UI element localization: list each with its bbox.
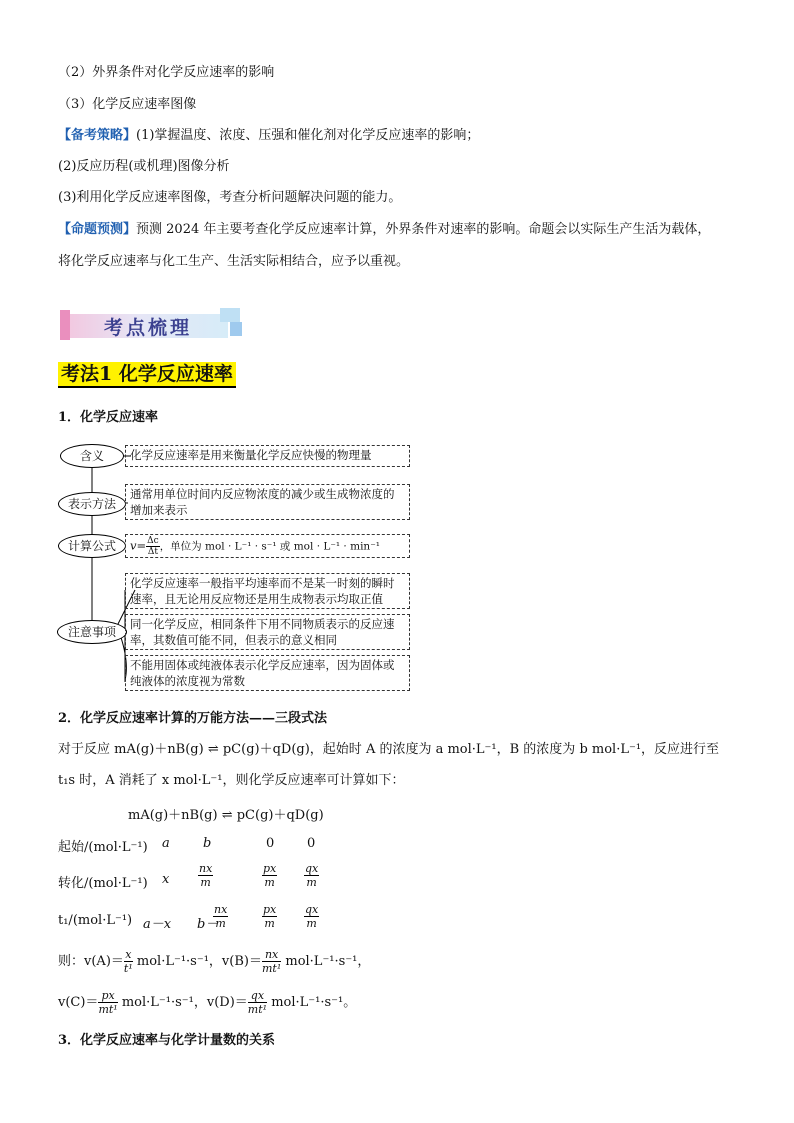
row-t1-b-prefix: b－	[197, 917, 219, 932]
row-t1-a: a－x	[143, 917, 172, 932]
row-change-qx-frac: $\frac{qx}{m}$	[305, 862, 319, 889]
row-change-x: x	[162, 872, 170, 887]
section1-heading: 1．化学反应速率	[58, 410, 159, 425]
prediction-line-1	[58, 221, 710, 239]
rate-line-2: v(C)＝ $\frac{px}{\text{mt¹}}$ mol·L⁻¹·s⁻¹，v(D)＝ $\frac{qx}{\text{mt¹}}$ mol·L⁻¹·s⁻¹。	[58, 989, 357, 1016]
node-expression: 表示方法	[58, 492, 126, 516]
node-notes: 注意事项	[57, 620, 127, 644]
strategy-text-1: (1)掌握温度、浓度、压强和催化剂对化学反应速率的影响；	[136, 128, 480, 143]
box-note-1: 化学反应速率一般指平均速率而不是某一时刻的瞬时速率，且无论用反应物还是用生成物表示均取正值	[125, 573, 410, 609]
method-title: 考法1 化学反应速率	[58, 362, 236, 388]
row-t1-px-frac: $\frac{px}{m}$	[263, 903, 277, 930]
box-formula	[125, 534, 410, 558]
banner-title: 考点梳理	[104, 317, 193, 339]
row-change-label: 转化/(mol·L⁻¹)	[58, 876, 148, 891]
row-change-px-frac: $\frac{px}{m}$	[263, 862, 277, 889]
node-formula: 计算公式	[58, 534, 126, 558]
row-t1-qx-frac: $\frac{qx}{m}$	[305, 903, 319, 930]
row-initial-d: 0	[307, 836, 316, 851]
box-note-2: 同一化学反应，相同条件下用不同物质表示的反应速率，其数值可能不同，但表示的意义相同	[125, 614, 410, 650]
strategy-line-2: (2)反应历程(或机理)图像分析	[58, 159, 230, 174]
prediction-line-2: 将化学反应速率与化工生产、生活实际相结合，应予以重视。	[58, 254, 410, 269]
formula-unit: ，单位为 mol · L⁻¹ · s⁻¹ 或 mol · L⁻¹ · min⁻¹	[159, 540, 380, 553]
formula-num: Δc	[147, 536, 159, 546]
outline-item-3: （3）化学反应速率图像	[58, 97, 197, 112]
strategy-line-3: (3)利用化学反应速率图像，考查分析问题解决问题的能力。	[58, 190, 402, 205]
strategy-line-1	[58, 127, 479, 145]
strategy-tag: 【备考策略】	[58, 128, 137, 143]
section-banner	[60, 308, 240, 342]
formula-v: v=	[130, 538, 147, 553]
reaction-equation: mA(g)＋nB(g) ⇌ pC(g)＋qD(g)	[128, 808, 324, 823]
row-change-nx-frac: $\frac{nx}{m}$	[199, 862, 213, 889]
rate-line-1: 则：v(A)＝ $\frac{x}{\text{t¹}}$ mol·L⁻¹·s⁻¹，v(B)＝ $\frac{nx}{\text{mt¹}}$ mol·L⁻¹·s⁻¹，	[58, 948, 371, 975]
rate-concept-diagram	[55, 440, 425, 700]
row-initial-a: a	[162, 836, 170, 851]
section2-intro-2: t₁s 时，A 消耗了 x mol·L⁻¹，则化学反应速率可计算如下：	[58, 773, 405, 788]
prediction-text-1: 预测 2024 年主要考查化学反应速率计算，外界条件对速率的影响。命题会以实际生产生活为载体，	[136, 222, 711, 237]
formula-den: Δt	[147, 547, 158, 557]
section2-heading: 2．化学反应速率计算的万能方法——三段式法	[58, 711, 328, 726]
box-note-3: 不能用固体或纯液体表示化学反应速率，因为固体或纯液体的浓度视为常数	[125, 655, 410, 691]
row-t1-nx-frac: $\frac{nx}{m}$	[214, 903, 228, 930]
row-initial-b: b	[203, 836, 212, 851]
prediction-tag: 【命题预测】	[58, 222, 137, 237]
row-t1-label: t₁/(mol·L⁻¹)	[58, 913, 133, 928]
box-meaning: 化学反应速率是用来衡量化学反应快慢的物理量	[125, 445, 410, 467]
node-meaning: 含义	[60, 444, 124, 468]
box-expression: 通常用单位时间内反应物浓度的减少或生成物浓度的增加来表示	[125, 484, 410, 520]
row-initial-c: 0	[266, 836, 275, 851]
section3-heading: 3．化学反应速率与化学计量数的关系	[58, 1033, 276, 1048]
row-initial-label: 起始/(mol·L⁻¹)	[58, 840, 148, 855]
outline-item-2: （2）外界条件对化学反应速率的影响	[58, 65, 275, 80]
section2-intro-1: 对于反应 mA(g)＋nB(g) ⇌ pC(g)＋qD(g)，起始时 A 的浓度为 a mol·L⁻¹，B 的浓度为 b mol·L⁻¹，反应进行至	[58, 742, 720, 757]
